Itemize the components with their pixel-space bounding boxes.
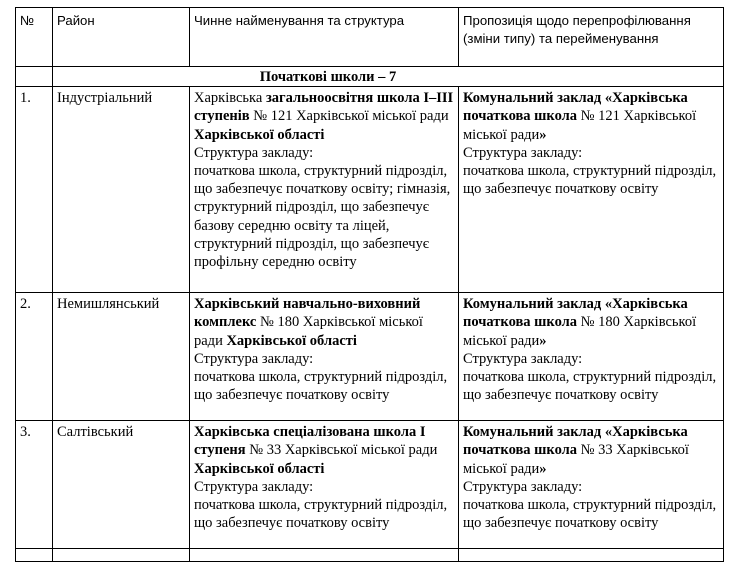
current-name-bold: Харківський навчально-виховний комплекс xyxy=(194,296,421,331)
proposal-name-bold: » xyxy=(539,332,547,349)
structure-label: Структура закладу: xyxy=(463,144,583,161)
current-name-part: № 33 Харківської міської ради xyxy=(245,442,438,459)
current-name-bold: Харківська спеціалізована школа І ступеня xyxy=(194,424,426,459)
proposal-name-bold: Комунальний заклад «Харківська початкова школа xyxy=(463,90,688,125)
structure-text: початкова школа, структурний підрозділ, що забезпечує початкову освіту xyxy=(463,497,717,532)
row-proposal xyxy=(459,293,724,421)
row-num: 1. xyxy=(16,87,53,293)
row-district: Немишлянський xyxy=(53,293,190,421)
row-district: Індустріальний xyxy=(53,87,190,293)
section-title: Початкові школи – 7 xyxy=(53,67,724,87)
structure-label: Структура закладу: xyxy=(463,350,583,367)
current-name-part: Харківська xyxy=(194,90,266,107)
structure-label: Структура закладу: xyxy=(463,478,583,495)
table-row xyxy=(16,421,724,549)
current-name-part: № 121 Харківської міської ради xyxy=(249,108,449,125)
proposal-name-bold: » xyxy=(539,126,547,143)
current-name-bold: Харківської області xyxy=(226,332,357,349)
proposal-name-part: № 121 Харківської міської ради xyxy=(463,108,697,143)
schools-table xyxy=(15,7,724,562)
structure-label: Структура закладу: xyxy=(194,350,314,367)
structure-text: початкова школа, структурний підрозділ, що забезпечує початкову освіту xyxy=(194,497,448,532)
proposal-name-bold: » xyxy=(539,460,547,477)
row-district: Салтівський xyxy=(53,421,190,549)
structure-text: початкова школа, структурний підрозділ, що забезпечує початкову освіту; гімназія, структурний підрозділ, що забезпечує базову середню освіту та ліцей, структурний підрозділ, що забезпечує профільну середню освіту xyxy=(194,163,451,271)
header-proposal: Пропозиція щодо перепрофілювання (зміни типу) та перейменування xyxy=(459,8,724,67)
structure-text: початкова школа, структурний підрозділ, що забезпечує початкову освіту xyxy=(463,369,717,404)
row-num: 3. xyxy=(16,421,53,549)
proposal-name-part: № 33 Харківської міської ради xyxy=(463,442,689,477)
current-name-part: № 180 Харківської міської ради xyxy=(194,314,423,349)
table-row xyxy=(16,87,724,293)
header-current: Чинне найменування та структура xyxy=(190,8,459,67)
current-name-bold: Харківської області xyxy=(194,126,325,143)
current-name-bold: загальноосвітня школа І–ІІІ ступенів xyxy=(194,90,454,125)
header-row xyxy=(16,8,724,67)
header-district: Район xyxy=(53,8,190,67)
row-current xyxy=(190,293,459,421)
row-current xyxy=(190,421,459,549)
structure-text: початкова школа, структурний підрозділ, що забезпечує початкову освіту xyxy=(194,369,448,404)
row-proposal xyxy=(459,87,724,293)
structure-text: початкова школа, структурний підрозділ, що забезпечує початкову освіту xyxy=(463,163,717,198)
section-row xyxy=(16,67,724,87)
structure-label: Структура закладу: xyxy=(194,478,314,495)
proposal-name-bold: Комунальний заклад «Харківська початкова школа xyxy=(463,424,688,459)
proposal-name-bold: Комунальний заклад «Харківська початкова школа xyxy=(463,296,688,331)
row-proposal xyxy=(459,421,724,549)
row-current xyxy=(190,87,459,293)
row-num: 2. xyxy=(16,293,53,421)
proposal-name-part: № 180 Харківської міської ради xyxy=(463,314,697,349)
header-num: № xyxy=(16,8,53,67)
current-name-bold: Харківської області xyxy=(194,460,325,477)
table-row xyxy=(16,293,724,421)
structure-label: Структура закладу: xyxy=(194,144,314,161)
